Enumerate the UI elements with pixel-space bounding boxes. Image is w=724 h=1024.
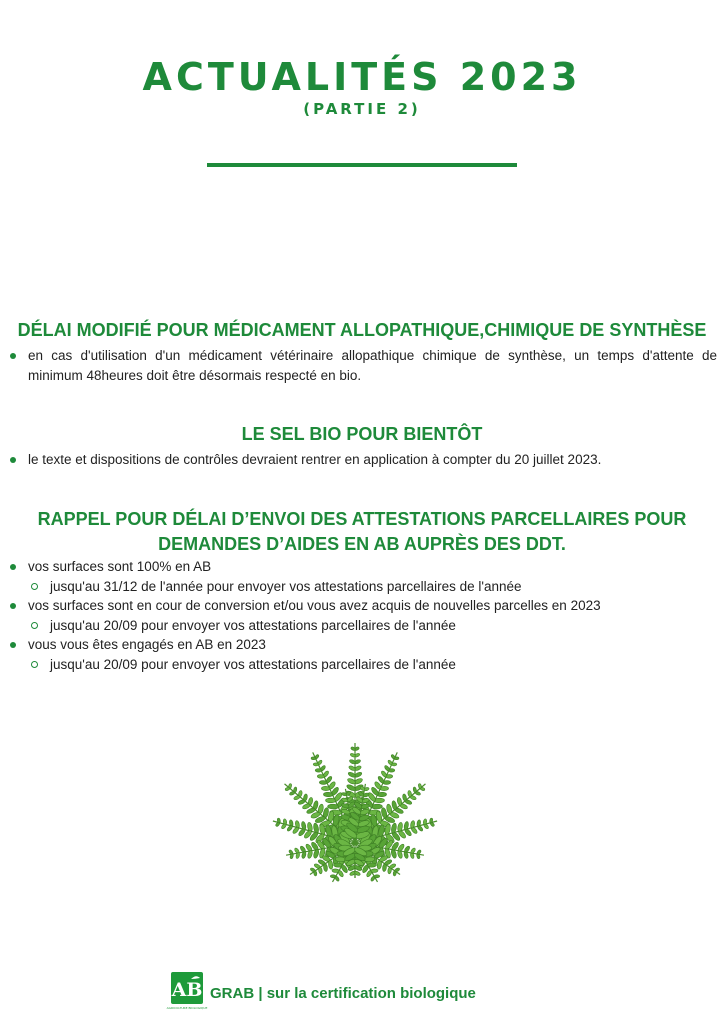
sub-list-item: jusqu'au 20/09 pour envoyer vos attestations parcellaires de l'année — [9, 616, 719, 636]
page-subtitle: (PARTIE 2) — [303, 100, 421, 118]
section-list-rappel — [9, 557, 719, 674]
title-divider — [207, 163, 517, 167]
list-item: en cas d'utilisation d'un médicament vétérinaire allopathique chimique de synthèse, un temps d'attente de minimum 48heures doit être désormais respecté en bio. — [9, 346, 717, 385]
section-heading-rappel — [8, 507, 716, 557]
list-item: vous vous êtes engagés en AB en 2023 — [9, 635, 719, 655]
footer — [166, 972, 476, 1014]
svg-text:AGRICULTURE BIOLOGIQUE: AGRICULTURE BIOLOGIQUE — [166, 1006, 208, 1010]
fern-illustration — [245, 725, 465, 940]
section-list-medicament — [9, 346, 717, 385]
section-heading-rappel-line1: RAPPEL POUR DÉLAI D’ENVOI DES ATTESTATIONS PARCELLAIRES POUR — [37, 509, 687, 529]
svg-text:AB: AB — [171, 979, 203, 1001]
section-heading-sel-bio: LE SEL BIO POUR BIENTÔT — [241, 424, 483, 444]
list-item: le texte et dispositions de contrôles devraient rentrer en application à compter du 20 juillet 2023. — [9, 450, 719, 470]
list-item: vos surfaces sont 100% en AB — [9, 557, 719, 577]
sub-list-item: jusqu'au 31/12 de l'année pour envoyer vos attestations parcellaires de l'année — [9, 577, 719, 597]
sub-list-item: jusqu'au 20/09 pour envoyer vos attestations parcellaires de l'année — [9, 655, 719, 675]
section-list-sel-bio — [9, 450, 719, 470]
page-title: ACTUALITÉS 2023 — [142, 55, 582, 99]
footer-text: GRAB | sur la certification biologique — [210, 984, 476, 1002]
ab-logo-icon — [166, 972, 208, 1014]
section-heading-medicament: DÉLAI MODIFIÉ POUR MÉDICAMENT ALLOPATHIQUE,CHIMIQUE DE SYNTHÈSE — [17, 320, 707, 340]
section-heading-rappel-line2: DEMANDES D’AIDES EN AB AUPRÈS DES DDT. — [158, 534, 566, 554]
list-item: vos surfaces sont en cour de conversion et/ou vous avez acquis de nouvelles parcelles en 2023 — [9, 596, 719, 616]
